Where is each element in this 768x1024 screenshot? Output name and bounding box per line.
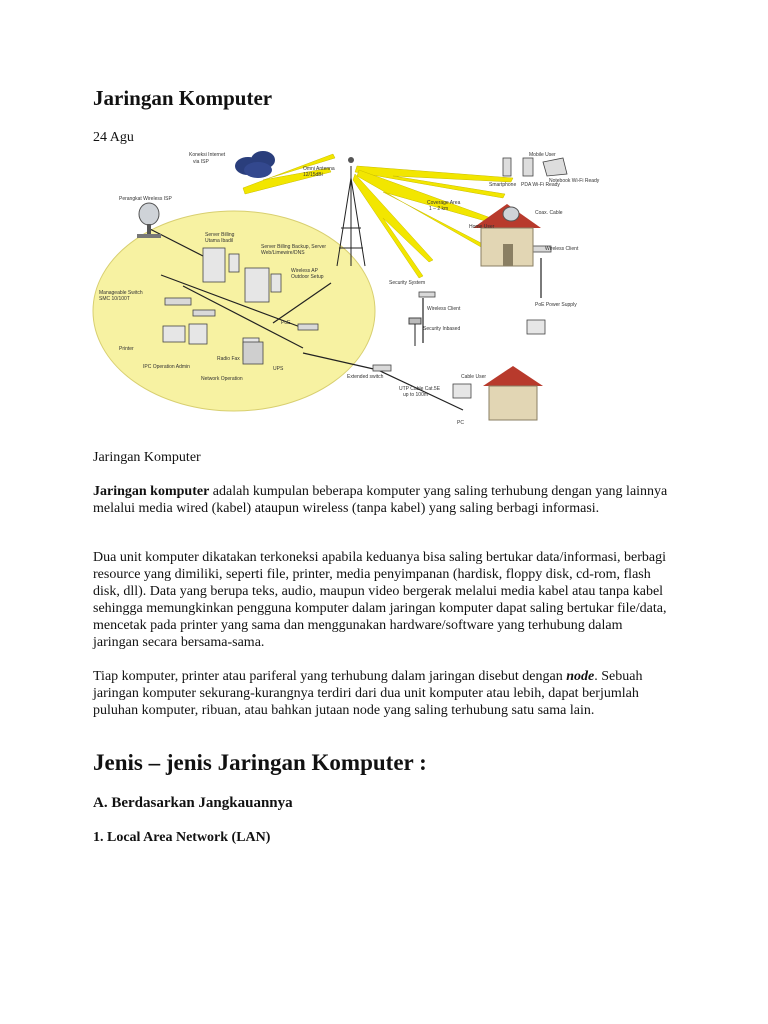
definition-text: adalah kumpulan beberapa komputer yang saling terhubung dengan yang lainnya melalui media wired (kabel) ataupun wireless (tanpa kabel) yang saling berbagi informasi. xyxy=(93,484,668,516)
label-switch: Manageable Switch xyxy=(99,290,143,296)
mobile-devices-icon xyxy=(503,158,567,176)
label-poe: PoE xyxy=(281,320,291,326)
label-wireless-client2: Wireless Client xyxy=(545,246,579,252)
label-server-billing: Server Billing xyxy=(205,232,235,238)
label-internet-sub: via ISP xyxy=(193,159,209,165)
label-wireless-isp: Perangkat Wireless ISP xyxy=(119,196,172,202)
label-smartphone: Smartphone xyxy=(489,182,517,188)
label-extended-switch: Extended switch xyxy=(347,374,384,380)
label-coverage-sub: 1 – 2 km xyxy=(429,206,449,212)
label-wireless-client: Wireless Client xyxy=(427,306,461,312)
label-notebook: Notebook Wi-Fi Ready xyxy=(549,178,600,184)
label-pc: PC xyxy=(457,420,464,426)
sub-heading: A. Berdasarkan Jangkauannya xyxy=(93,795,293,811)
ups-icon xyxy=(243,342,263,364)
label-switch-sub: SMC 10/100T xyxy=(99,296,130,302)
label-server-backup: Server Billing Backup, Server xyxy=(261,244,327,250)
node-text-before: Tiap komputer, printer atau pariferal yang terhubung dalam jaringan disebut dengan xyxy=(93,669,567,684)
term-jaringan-komputer: Jaringan komputer xyxy=(93,484,210,499)
post-date: 24 Agu xyxy=(93,130,134,145)
figure-caption: Jaringan Komputer xyxy=(93,450,201,465)
label-mobile-user: Mobile User xyxy=(529,152,556,158)
label-server-billing-sub: Utama Ibadil xyxy=(205,238,234,244)
label-server-backup-sub: Web/Limewire/DNS xyxy=(261,250,305,256)
label-pda: PDA Wi-Fi Ready xyxy=(521,182,560,188)
security-camera-icon xyxy=(409,318,421,346)
network-diagram-svg xyxy=(93,148,600,432)
omni-antenna-icon xyxy=(348,157,354,163)
sub-sub-heading: 1. Local Area Network (LAN) xyxy=(93,830,271,845)
page-title: Jaringan Komputer xyxy=(93,86,273,110)
section-heading: Jenis – jenis Jaringan Komputer : xyxy=(93,750,427,775)
label-security: Security System xyxy=(389,280,426,286)
label-omni-sub: 12/15dBi xyxy=(303,172,323,178)
label-utp: UTP Cable Cat.5E xyxy=(399,386,441,392)
cloud-icon xyxy=(235,151,275,178)
paragraph-connection: Dua unit komputer dikatakan terkoneksi apabila keduanya bisa saling bertukar data/informasi, berbagi resource yang dimiliki, seperti file, printer, media penyimpanan (hardisk, floppy disk, cd-rom, flash disk, dll). Data yang berupa teks, audio, maupun video bergerak melalui media kabel atau tanpa kabel sehingga memungkinkan pengguna komputer dalam jaringan komputer dapat saling bertukar file/data, mencetak pada printer yang sama dan menggunakan hardware/software yang terhubung dalam jaringan secara bersama-sama. xyxy=(93,550,667,650)
label-printer: Printer xyxy=(119,346,134,352)
label-coverage: Coverage Area xyxy=(427,200,461,206)
label-cable-user: Cable User xyxy=(461,374,487,380)
label-internet: Koneksi Internet xyxy=(189,152,226,158)
label-network-operation: Network Operation xyxy=(201,376,243,382)
home-dish-icon xyxy=(503,207,519,221)
network-diagram xyxy=(93,148,600,432)
node-text-after: . Sebuah jaringan komputer sekurang-kurangnya terdiri dari dua unit komputer atau lebih, dapat berjumlah puluhan komputer, ribuan, atau bahkan jutaan node yang saling terhubung satu sama lain. xyxy=(93,669,643,718)
label-utp-sub: up to 100m xyxy=(403,392,429,398)
label-ipc: IPC Operation Admin xyxy=(143,364,190,370)
label-wireless-ap-sub: Outdoor Setup xyxy=(291,274,324,280)
term-node: node xyxy=(566,669,595,684)
cable-house-icon xyxy=(483,366,543,420)
label-omni: Omni Antenna xyxy=(303,166,335,172)
label-router: Radio Fax xyxy=(217,356,240,362)
paragraph-definition xyxy=(93,483,671,517)
label-ups: UPS xyxy=(273,366,284,372)
label-poe-supply: PoE Power Supply xyxy=(535,302,577,308)
label-coax: Coax. Cable xyxy=(535,210,563,216)
paragraph-node xyxy=(93,668,671,719)
label-wireless-ap: Wireless AP xyxy=(291,268,318,274)
label-home-user: Home User xyxy=(469,224,495,230)
label-security-inbased: Security Inbased xyxy=(423,326,461,332)
